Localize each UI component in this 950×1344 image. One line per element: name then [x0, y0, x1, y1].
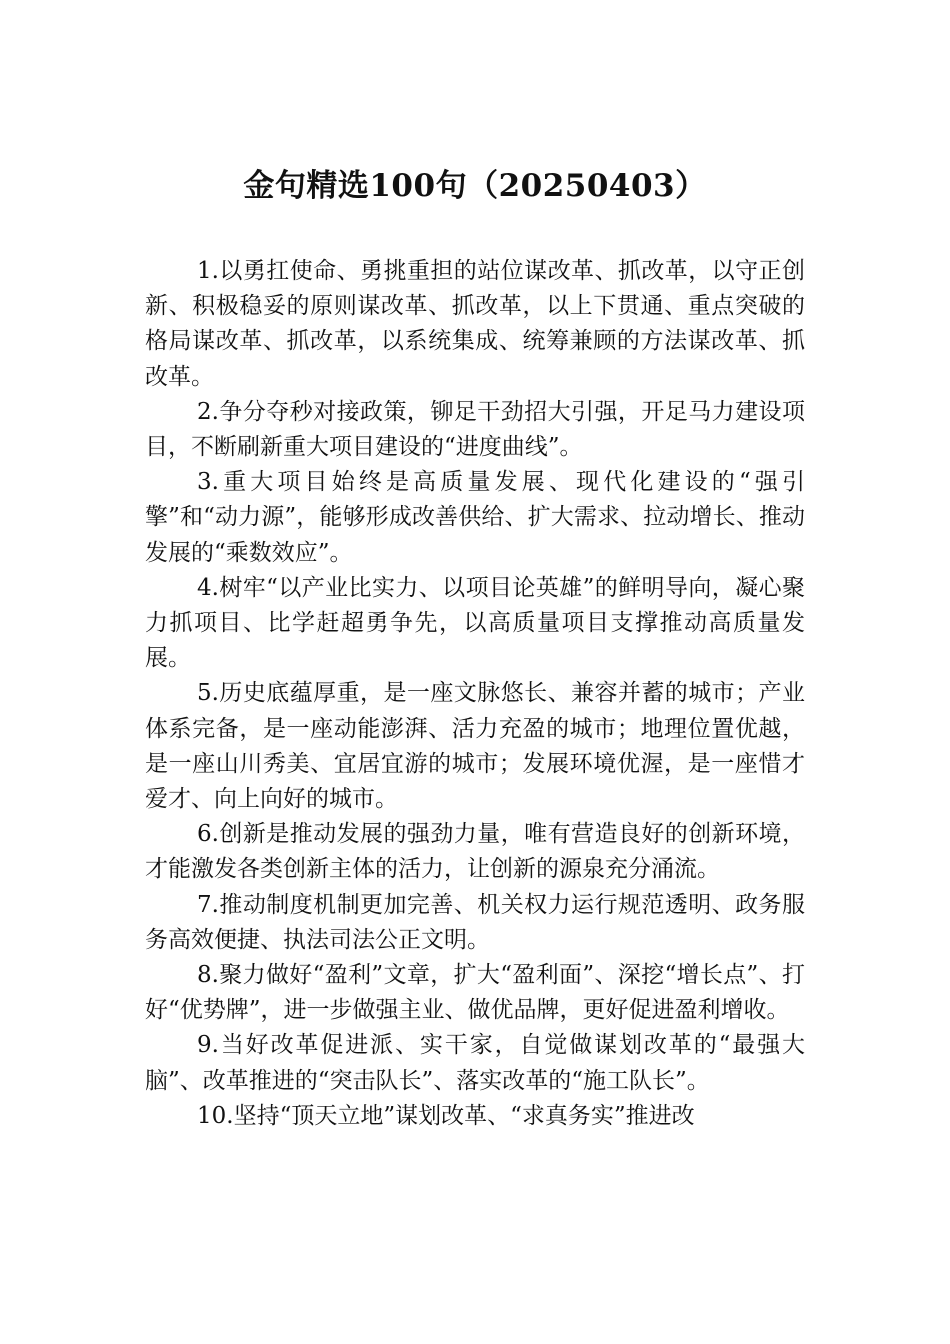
paragraph-2: 2.争分夺秒对接政策，铆足干劲招大引强，开足马力建设项目，不断刷新重大项目建设的“进度曲线”。	[145, 398, 805, 461]
paragraph-6: 6.创新是推动发展的强劲力量，唯有营造良好的创新环境，才能激发各类创新主体的活力，让创新的源泉充分涌流。	[145, 821, 805, 883]
paragraph-7: 7.推动制度机制更加完善、机关权力运行规范透明、政务服务高效便捷、执法司法公正文明。	[145, 891, 805, 953]
document-body	[145, 254, 805, 1134]
document-title: 金句精选100句（20250403）	[243, 168, 707, 204]
paragraph-1: 1.以勇扛使命、勇挑重担的站位谋改革、抓改革，以守正创新、积极稳妥的原则谋改革、抓改革，以上下贯通、重点突破的格局谋改革、抓改革，以系统集成、统筹兼顾的方法谋改革、抓改革。	[145, 258, 805, 390]
paragraph-8: 8.聚力做好“盈利”文章，扩大“盈利面”、深挖“增长点”、打好“优势牌”，进一步做强主业、做优品牌，更好促进盈利增收。	[145, 962, 805, 1024]
paragraph-5: 5.历史底蕴厚重，是一座文脉悠长、兼容并蓄的城市；产业体系完备，是一座动能澎湃、活力充盈的城市；地理位置优越，是一座山川秀美、宜居宜游的城市；发展环境优渥，是一座惜才爱才、向上向好的城市。	[145, 680, 805, 813]
paragraph-4: 4.树牢“以产业比实力、以项目论英雄”的鲜明导向，凝心聚力抓项目、比学赶超勇争先，以高质量项目支撑推动高质量发展。	[145, 574, 805, 672]
paragraph-9: 9.当好改革促进派、实干家，自觉做谋划改革的“最强大脑”、改革推进的“突击队长”、落实改革的“施工队长”。	[145, 1032, 805, 1094]
paragraph-3: 3.重大项目始终是高质量发展、现代化建设的“强引擎”和“动力源”，能够形成改善供给、扩大需求、拉动增长、推动发展的“乘数效应”。	[145, 469, 805, 566]
paragraph-10: 10.坚持“顶天立地”谋划改革、“求真务实”推进改	[197, 1102, 695, 1129]
